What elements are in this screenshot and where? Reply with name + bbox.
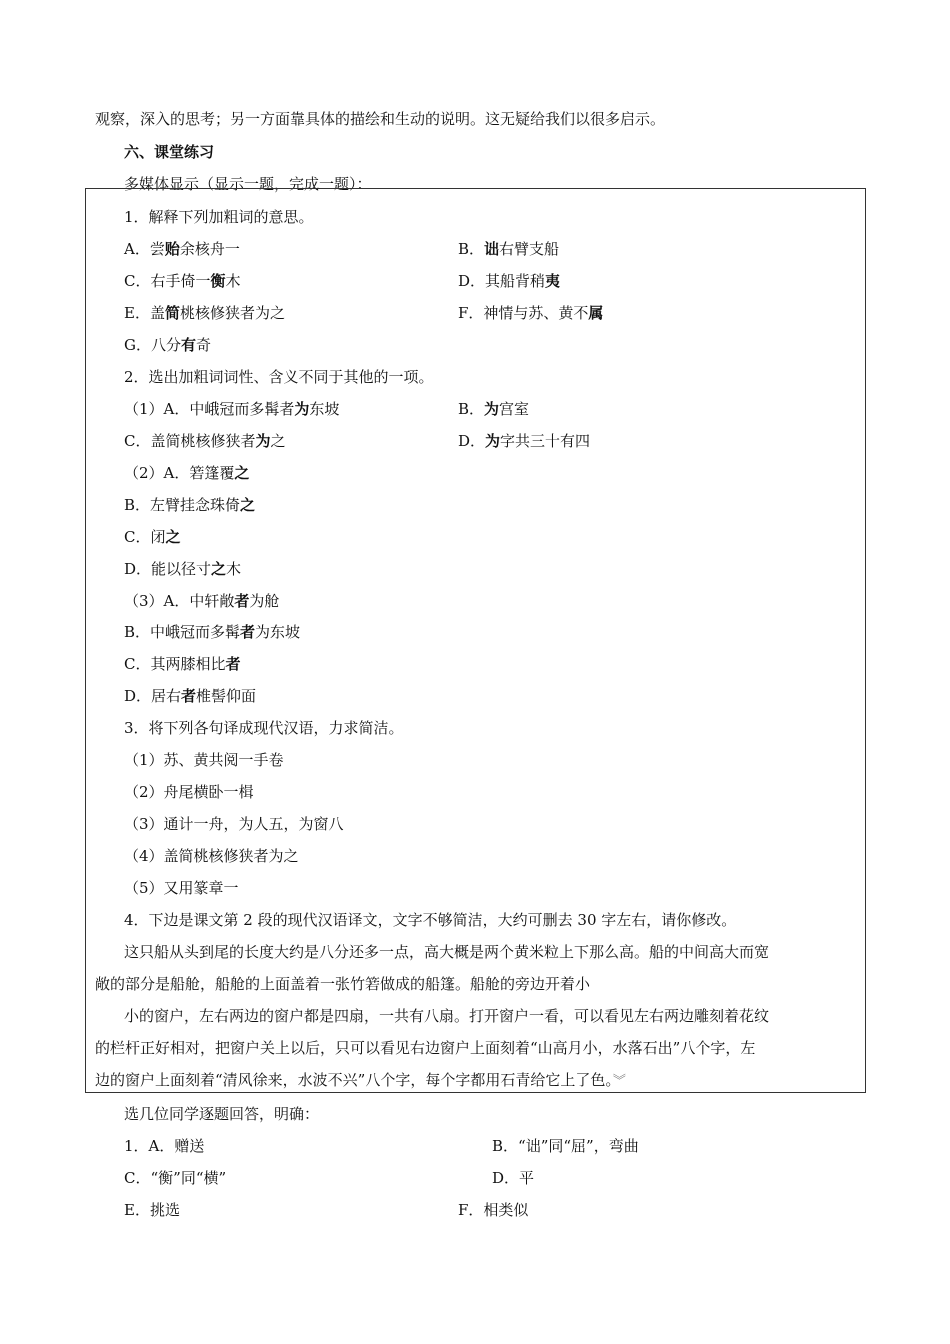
q1-option-b	[458, 239, 559, 259]
q2-g2-b-pre: B．左臂挂念珠倚	[124, 496, 241, 514]
q2-g3-c-bold: 者	[225, 655, 241, 673]
answer-1e: E．挑选	[124, 1201, 180, 1219]
q2-g1-c-bold: 为	[255, 432, 271, 450]
q2-g3-a-bold: 者	[234, 592, 250, 610]
q1-title: 1．解释下列加粗词的意思。	[124, 208, 314, 226]
q3-item: （4）盖简桃核修狭者为之	[124, 847, 299, 865]
q2-g1-a	[124, 399, 339, 419]
q4-last-text: 边的窗户上面刻着“清风徐来，水波不兴”八个字，每个字都用石青给它上了色。	[95, 1071, 613, 1089]
q2-title: 2．选出加粗词词性、含义不同于其他的一项。	[124, 368, 434, 386]
q4-paragraph-line: 敞的部分是船舱，船舱的上面盖着一张竹箬做成的船篷。船舱的旁边开着小	[95, 975, 591, 993]
answer-1b: B．“诎”同“屈”，弯曲	[492, 1137, 639, 1155]
q3-title: 3．将下列各句译成现代汉语，力求简洁。	[124, 719, 404, 737]
q2-g1-d-post: 字共三十有四	[500, 432, 591, 450]
q2-g2-d-bold: 之	[211, 560, 227, 578]
q1-c-post: 木	[225, 272, 241, 290]
answer-1d: D．平	[492, 1169, 535, 1187]
q4-paragraph-line: 小的窗户，左右两边的窗户都是四扇，一共有八扇。打开窗户一看，可以看见左右两边雕刻着花纹	[124, 1007, 770, 1025]
q2-g2-d-post: 木	[226, 560, 242, 578]
q1-option-f	[458, 303, 603, 323]
q2-g3-b-bold: 者	[240, 623, 256, 641]
q2-g1-a-post: 东坡	[309, 400, 340, 418]
q2-g1-c	[124, 431, 286, 451]
q2-g3-b	[124, 622, 300, 642]
q1-option-c	[124, 271, 241, 291]
q2-g2-b	[124, 495, 255, 515]
q1-a-bold: 贻	[164, 240, 180, 258]
q1-g-pre: G．八分	[124, 336, 181, 354]
q1-b-post: 右臂支船	[499, 240, 560, 258]
q1-option-e	[124, 303, 285, 323]
q2-g2-d-pre: D．能以径寸	[124, 560, 212, 578]
q2-g3-a-post: 为舱	[249, 592, 280, 610]
intro-line: 观察，深入的思考；另一方面靠具体的描绘和生动的说明。这无疑给我们以很多启示。	[95, 110, 666, 128]
answers-intro: 选几位同学逐题回答，明确：	[124, 1105, 320, 1123]
q2-g2-b-bold: 之	[240, 496, 256, 514]
q2-g1-a-bold: 为	[294, 400, 310, 418]
q2-g2-a	[124, 463, 249, 483]
q1-c-bold: 衡	[210, 272, 226, 290]
q2-g3-b-pre: B．中峨冠而多髯	[124, 623, 241, 641]
q2-g3-a-pre: （3）A．中轩敞	[124, 592, 235, 610]
q3-item: （3）通计一舟，为人五，为窗八	[124, 815, 344, 833]
q2-g3-c-pre: C．其两膝相比	[124, 655, 226, 673]
q2-g1-b-post: 宫室	[499, 400, 530, 418]
q4-paragraph-line: 这只船从头到尾的长度大约是八分还多一点，高大概是两个黄米粒上下那么高。船的中间高大而宽	[124, 943, 770, 961]
multimedia-note: 多媒体显示（显示一题，完成一题）：	[124, 175, 372, 193]
q4-paragraph-line: 的栏杆正好相对，把窗户关上以后，只可以看见右边窗户上面刻着“山高月小，水落石出”八个字，左	[95, 1039, 756, 1057]
q1-e-post: 桃核修狭者为之	[179, 304, 285, 322]
answer-1c: C．“衡”同“横”	[124, 1169, 227, 1187]
q2-g2-a-bold: 之	[234, 464, 250, 482]
q2-g3-d-post: 椎髻仰面	[196, 687, 257, 705]
q2-g1-b-bold: 为	[484, 400, 500, 418]
q2-g1-a-pre: （1）A．中峨冠而多髯者	[124, 400, 295, 418]
answer-1f: F．相类似	[458, 1201, 529, 1219]
q1-option-d	[458, 271, 560, 291]
q1-option-a	[124, 239, 240, 259]
q2-g2-a-pre: （2）A．箬篷覆	[124, 464, 235, 482]
q3-item: （5）又用篆章一	[124, 879, 239, 897]
chevron-down-double-icon[interactable]: ︾	[612, 1074, 626, 1089]
q1-option-g	[124, 335, 211, 355]
q1-c-pre: C．右手倚一	[124, 272, 211, 290]
q2-g2-c-pre: C．闭	[124, 528, 166, 546]
q1-b-bold: 诎	[484, 240, 500, 258]
q1-b-pre: B．	[458, 240, 485, 258]
section-heading: 六、课堂练习	[124, 143, 215, 161]
q2-g1-d	[458, 431, 590, 451]
q1-e-bold: 简	[164, 304, 180, 322]
q1-g-post: 奇	[196, 336, 212, 354]
q2-g2-c-bold: 之	[165, 528, 181, 546]
q1-f-pre: F．神情与苏、黄不	[458, 304, 589, 322]
q2-g3-d-pre: D．居右	[124, 687, 182, 705]
answer-1a: 1．A．赠送	[124, 1137, 205, 1155]
q2-g1-c-post: 之	[270, 432, 286, 450]
q2-g2-c	[124, 527, 181, 547]
q2-g1-d-pre: D．	[458, 432, 486, 450]
q1-d-pre: D．其船背稍	[458, 272, 546, 290]
q1-g-bold: 有	[180, 336, 196, 354]
q2-g3-d-bold: 者	[181, 687, 197, 705]
q2-g1-c-pre: C．盖简桃核修狭者	[124, 432, 256, 450]
q2-g3-d	[124, 686, 256, 706]
q2-g3-a	[124, 591, 279, 611]
q1-f-bold: 属	[588, 304, 604, 322]
q3-item: （1）苏、黄共阅一手卷	[124, 751, 284, 769]
q2-g1-d-bold: 为	[485, 432, 501, 450]
q4-paragraph-line	[95, 1070, 626, 1092]
q2-g3-b-post: 为东坡	[255, 623, 301, 641]
q3-item: （2）舟尾横卧一楫	[124, 783, 254, 801]
q2-g1-b	[458, 399, 529, 419]
q4-title: 4．下边是课文第 2 段的现代汉语译文，文字不够简洁，大约可删去 30 字左右，请你修改。	[124, 911, 737, 929]
q2-g1-b-pre: B．	[458, 400, 485, 418]
q2-g3-c	[124, 654, 241, 674]
q1-e-pre: E．盖	[124, 304, 165, 322]
q1-a-post: 余核舟一	[179, 240, 240, 258]
q2-g2-d	[124, 559, 241, 579]
q1-a-pre: A．尝	[124, 240, 165, 258]
q1-d-bold: 夷	[545, 272, 561, 290]
